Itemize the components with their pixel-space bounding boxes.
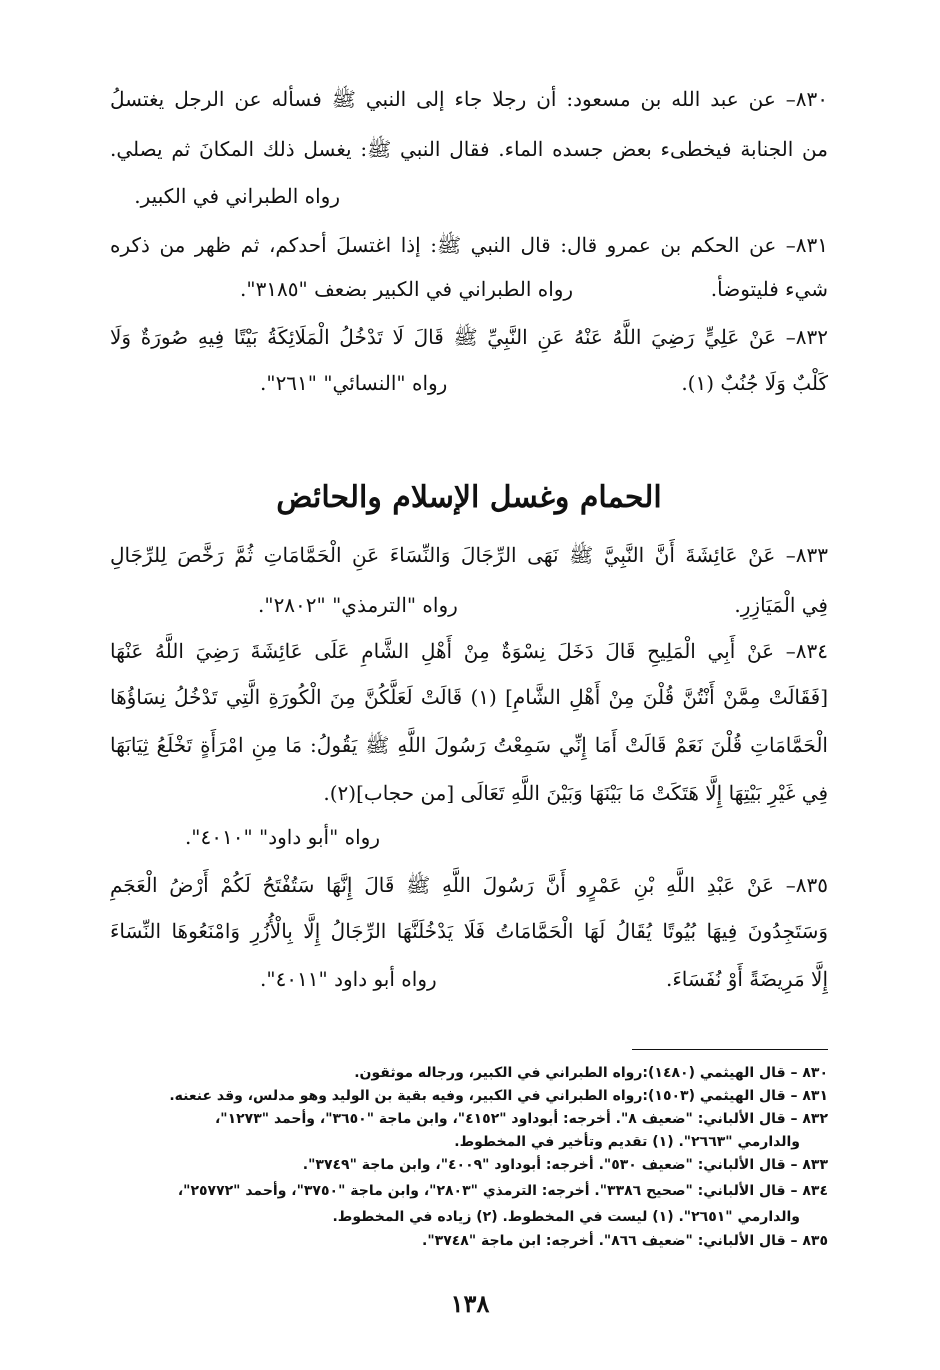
hadith-834-line-2: [فَقَالَتْ مِمَّنْ أَنْتُنَّ قُلْنَ مِنْ أَهْلِ الشَّامِ] (١) قَالَتْ لَعَلَّكُنَّ مِنَ الْكُورَةِ الَّتِي تَدْخُلُ نِسَاؤُهَا — [110, 685, 828, 709]
footnote-divider — [632, 1049, 828, 1050]
hadith-831-line-1: ٨٣١– عن الحكم بن عمرو قال: قال النبي ﷺ: إذا اغتسلَ أحدكم، ثم ظهر من ذكره — [110, 233, 828, 257]
footnote-832: ٨٣٢ – قال الألباني: "ضعيف ٨". أخرجه: أبوداود "٤١٥٢"، وابن ماجة "٣٦٥٠"، وأحمد "١٢٧٣"، — [214, 1111, 828, 1127]
footnote-834: ٨٣٤ – قال الألباني: "صحيح ٣٣٨٦". أخرجه: الترمذي "٢٨٠٣"، وابن ماجة "٣٧٥٠"، وأحمد "٢٥٧٧٢"، — [177, 1183, 828, 1199]
footnote-835: ٨٣٥ – قال الألباني: "ضعيف ٨٦٦". أخرجه: ابن ماجة "٣٧٤٨". — [422, 1233, 828, 1249]
hadith-834-line-4: فِي غَيْرِ بَيْتِهَا إِلَّا هَتَكَتْ مَا بَيْنَهَا وَبَيْنَ اللَّهِ تَعَالَى [من حجاب](٢). — [323, 781, 828, 805]
hadith-832-line-1: ٨٣٢– عَنْ عَلِيٍّ رَضِيَ اللَّهُ عَنْهُ عَنِ النَّبِيِّ ﷺ قَالَ لَا تَدْخُلُ الْمَلَائِكَةُ بَيْتًا فِيهِ صُورَةٌ وَلَا — [110, 325, 828, 349]
footnote-831: ٨٣١ – قال الهيثمي (١٥٠٣):رواه الطبراني في الكبير، وفيه بقية بن الوليد وهو مدلس، وقد عنعنه. — [169, 1088, 828, 1104]
footnote-832-cont: والدارمي "٢٦٦٣". (١) تقديم وتأخير في المخطوط. — [454, 1134, 800, 1150]
hadith-835-source: رواه أبو داود "٤٠١١". — [260, 967, 437, 991]
hadith-835-line-2: وَسَتَجِدُونَ فِيهَا بُيُوتًا يُقَالُ لَهَا الْحَمَّامَاتُ فَلَا يَدْخُلَنَّهَا الرِّجَالُ إِلَّا بِالْأُزُرِ وَامْنَعُوهَا النِّسَاءَ — [110, 919, 828, 943]
hadith-830-line-2: من الجنابة فيخطىء بعض جسده الماء. فقال النبي ﷺ: يغسل ذلك المكانَ ثم يصلي. — [110, 137, 828, 161]
hadith-833-line-2 — [110, 586, 828, 624]
hadith-834-source: رواه "أبو داود" "٤٠١٠". — [184, 825, 380, 849]
hadith-835-line-1: ٨٣٥– عَنْ عَبْدِ اللَّهِ بْنِ عَمْرٍو أَنَّ رَسُولَ اللَّهِ ﷺ قَالَ إِنَّهَا سَتُفْتَحُ لَكُمْ أَرْضُ الْعَجَمِ — [110, 873, 828, 897]
hadith-831-source: رواه الطبراني في الكبير بضعف "٣١٨٥". — [240, 277, 574, 301]
hadith-830-line-1: ٨٣٠– عن عبد الله بن مسعود: أن رجلا جاء إلى النبي ﷺ فسأله عن الرجل يغتسلُ — [110, 87, 828, 111]
footnote-833: ٨٣٣ – قال الألباني: "ضعيف ٥٣٠". أخرجه: أبوداود "٤٠٠٩"، وابن ماجة "٣٧٤٩". — [302, 1157, 828, 1173]
hadith-832-line-2 — [110, 364, 828, 402]
hadith-831-line-2 — [110, 270, 828, 308]
hadith-830-source: رواه الطبراني في الكبير. — [134, 184, 340, 208]
hadith-832-source: رواه "النسائي" "٢٦١". — [260, 371, 448, 395]
hadith-832-line-2-text: كَلْبٌ وَلَا جُنُبٌ (١). — [681, 371, 828, 395]
footnote-834-cont: والدارمي "٢٦٥١". (١) ليست في المخطوط. (٢) زياده في المخطوط. — [332, 1209, 800, 1225]
hadith-833-line-2-text: فِي الْمَيَازِرِ. — [734, 593, 828, 617]
hadith-834-line-1: ٨٣٤– عَنْ أَبِي الْمَلِيحِ قَالَ دَخَلَ نِسْوَةٌ مِنْ أَهْلِ الشَّامِ عَلَى عَائِشَةَ رَضِيَ اللَّهُ عَنْهَا — [110, 639, 828, 663]
hadith-835-line-3-text: إِلَّا مَرِيضَةً أَوْ نُفَسَاءَ. — [665, 967, 828, 991]
hadith-834-line-3: الْحَمَّامَاتِ قُلْنَ نَعَمْ قَالَتْ أَمَا إِنِّي سَمِعْتُ رَسُولَ اللَّهِ ﷺ يَقُولُ: مَا مِنِ امْرَأَةٍ تَخْلَعُ ثِيَابَهَا — [110, 733, 828, 757]
footnote-830: ٨٣٠ – قال الهيثمي (١٤٨٠):رواه الطبراني في الكبير، ورجاله موثقون. — [354, 1065, 828, 1081]
hadith-831-line-2-text: شيء فليتوضأ. — [710, 277, 828, 301]
section-heading: الحمام وغسل الإسلام والحائض — [276, 480, 662, 515]
hadith-833-line-1: ٨٣٣– عَنْ عَائِشَةَ أَنَّ النَّبِيَّ ﷺ نَهَى الرِّجَالَ وَالنِّسَاءَ عَنِ الْحَمَّامَاتِ ثُمَّ رَخَّصَ لِلرِّجَالِ — [110, 543, 828, 567]
page-number: ١٣٨ — [450, 1289, 490, 1318]
hadith-835-line-3 — [110, 960, 828, 998]
hadith-833-source: رواه "الترمذي" "٢٨٠٢". — [258, 593, 458, 617]
